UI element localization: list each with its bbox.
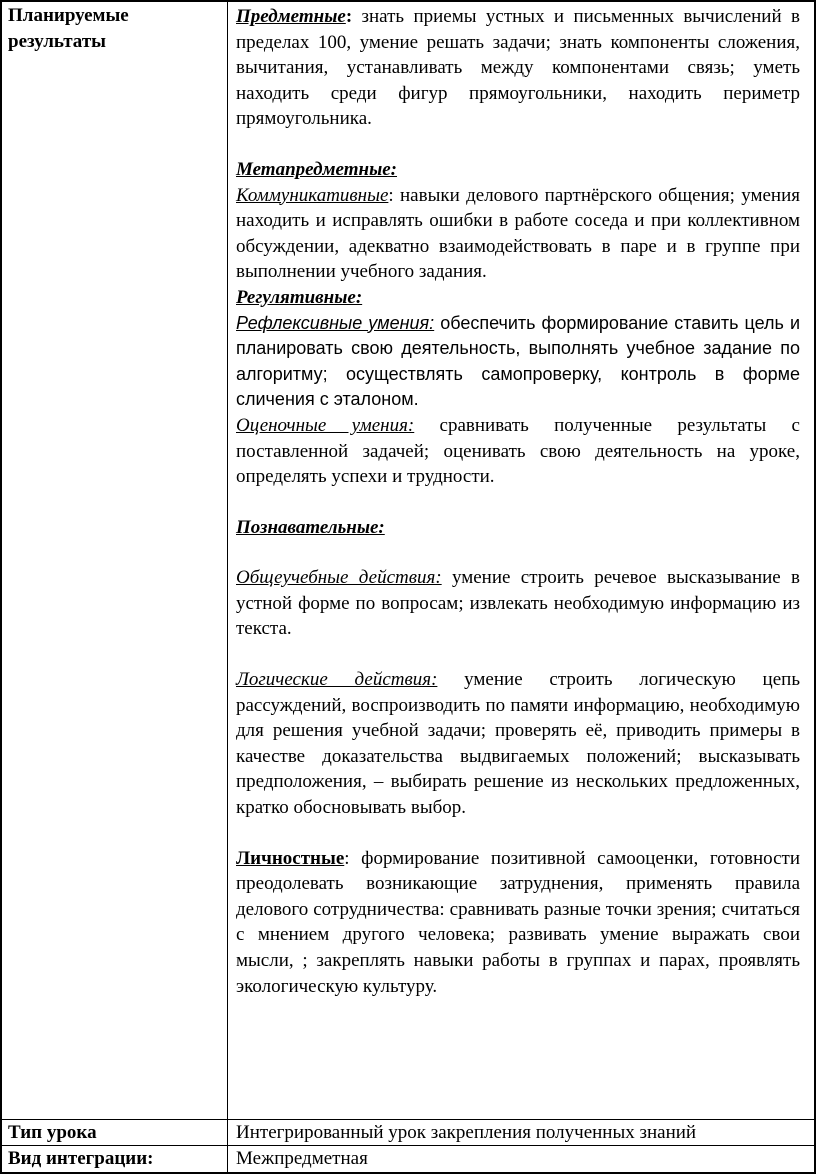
personal-heading: Личностные [236,847,345,869]
results-content [228,2,815,1120]
cognitive-heading: Познавательные: [236,516,385,538]
lesson-plan-table [1,1,815,1173]
meta-heading-para [236,157,800,183]
reflexive-label: Рефлексивные умения: [236,312,435,333]
lesson-type-value: Интегрированный урок закрепления полученных знаний [228,1119,815,1146]
subject-text: знать приемы устных и письменных вычислений в пределах 100, умение решать задачи; знать компоненты сложения, вычитания, устанавливать между компонентами связь; уметь находить среди фигур прямоугольники, находить периметр прямоугольника. [236,6,800,130]
lesson-type-label: Тип урока [2,1119,228,1146]
regulatory-heading-para [236,285,800,311]
table-row-lesson-type [2,1119,815,1146]
communicative-results [236,183,800,285]
general-results [236,565,800,642]
regulatory-heading: Регулятивные: [236,286,363,308]
communicative-label: Коммуникативные [236,184,389,206]
cognitive-heading-para [236,515,800,541]
personal-results [236,846,800,1000]
subject-results [236,4,800,132]
subject-heading: Предметные [236,6,346,27]
subject-colon: : [345,6,353,27]
table-row-integration [2,1146,815,1173]
logical-text: умение строить логическую цепь рассуждений, воспроизводить по памяти информацию, необходимую для решения учебной задачи; проверять её, приводить примеры в качестве доказательства выдвигаемых положений; высказывать предположения, – выбирать решение из нескольких предложенных, кратко обосновывать выбор. [236,669,800,819]
personal-text: : формирование позитивной самооценки, готовности преодолевать возникающие затруднения, применять правила делового сотрудничества: сравнивать разные точки зрения; считаться с мнением другого человека; развивать умение выражать свои мысли, ; закреплять навыки работы в группах и парах, проявлять экологическую культуру. [236,847,800,997]
integration-value: Межпредметная [228,1146,815,1173]
evaluative-label: Оценочные умения: [236,414,415,436]
evaluative-results [236,413,800,490]
meta-heading: Метапредметные: [236,158,398,180]
reflexive-text: обеспечить формирование ставить цель и планировать свою деятельность, выполнять учебное задание по алгоритму; осуществлять самопроверку, контроль в форме сличения с эталоном. [236,312,800,410]
results-label: Планируемые результаты [2,2,228,1120]
table-row-results [2,2,815,1120]
reflexive-results [236,311,800,413]
communicative-text: : навыки делового партнёрского общения; умения находить и исправлять ошибки в работе соседа и при коллективном обсуждении, адекватно взаимодействовать в паре и в группе при выполнении учебного задания. [236,184,800,283]
logical-results [236,667,800,821]
logical-label: Логические действия: [236,669,438,691]
integration-label: Вид интеграции: [2,1146,228,1173]
evaluative-text: сравнивать полученные результаты с поставленной задачей; оценивать свою деятельность на уроке, определять успехи и трудности. [236,414,800,488]
general-text: умение строить речевое высказывание в устной форме по вопросам; извлекать необходимую информацию из текста. [236,567,801,640]
general-label: Общеучебные действия: [236,567,442,589]
